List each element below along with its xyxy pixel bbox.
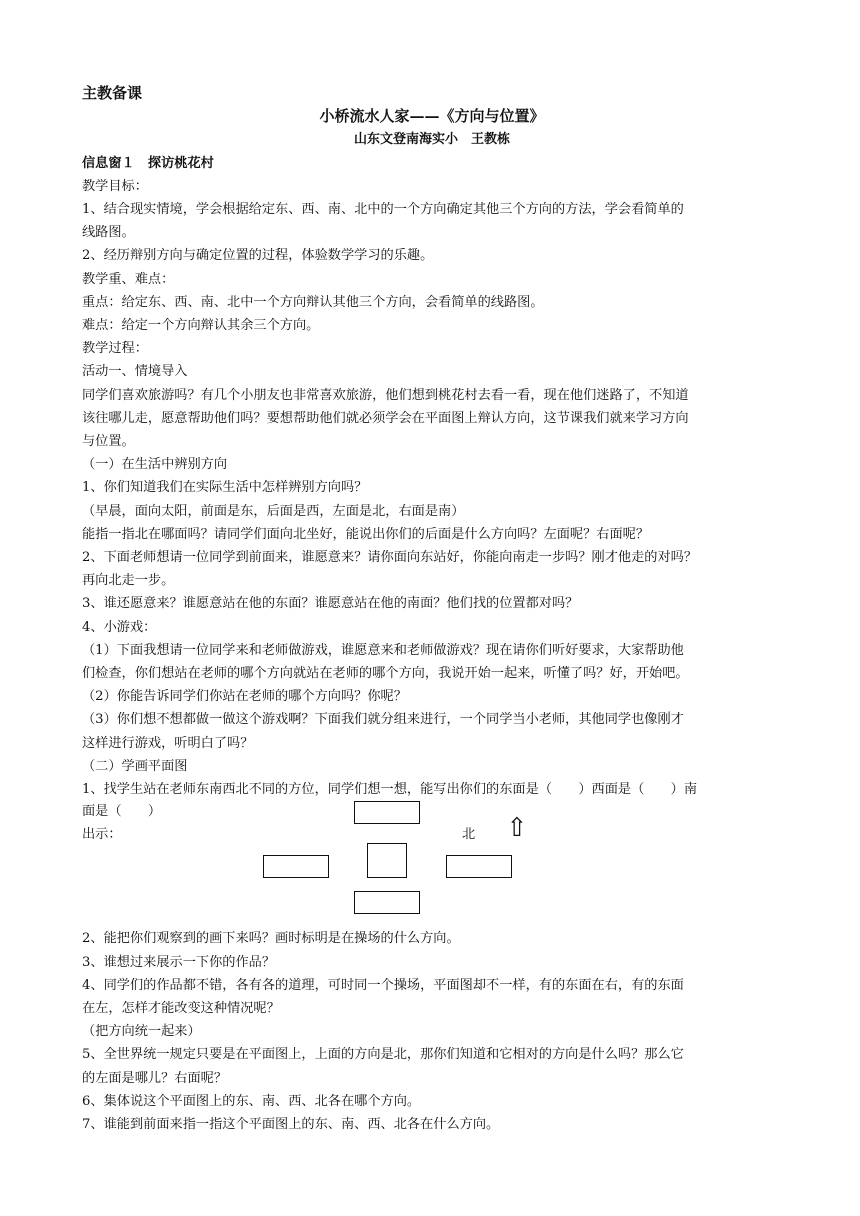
text-line: 难点：给定一个方向辩认其余三个方向。 [82,318,320,334]
text-line: 教学重、难点： [82,271,175,287]
text-line: （早晨，面向太阳，前面是东，后面是西，左面是北，右面是南） [82,503,465,519]
text-line: 4、小游戏： [82,619,157,635]
text-line: 与位置。 [82,434,135,450]
text-line: （1）下面我想请一位同学来和老师做游戏，谁愿意来和老师做游戏？现在请你们听好要求，大家帮助他 [82,642,684,658]
text-line: 5、全世界统一规定只要是在平面图上，上面的方向是北，那你们知道和它相对的方向是什么吗？那么它 [82,1047,684,1063]
text-line: 重点：给定东、西、南、北中一个方向辩认其他三个方向，会看简单的线路图。 [82,294,544,310]
box-center [367,843,407,878]
box-south [354,891,420,914]
text-line: 教学目标： [82,178,148,194]
position-diagram [82,801,782,927]
text-line: 在左，怎样才能改变这种情况呢？ [82,1000,280,1016]
north-arrow-icon: ⇧ [506,813,528,844]
text-line: 3、谁想过来展示一下你的作品？ [82,954,276,970]
show-label: 出示： [82,827,122,843]
text-line: 活动一、情境导入 [82,364,188,380]
text-line: 3、谁还愿意来？谁愿意站在他的东面？谁愿意站在他的南面？他们找的位置都对吗？ [82,596,579,612]
text-line: 1、找学生站在老师东南西北不同的方位，同学们想一想，能写出你们的东面是（ ）西面是（ ）南 [82,782,698,798]
body-text-a [82,175,782,801]
text-line: （2）你能告诉同学们你站在老师的哪个方向吗？你呢？ [82,689,407,705]
box-east [446,855,512,878]
text-line: 4、同学们的作品都不错，各有各的道理，可时同一个操场，平面图却不一样，有的东面在右，有的东面 [82,977,684,993]
lesson-title: 小桥流水人家——《方向与位置》 [319,107,545,126]
text-line: 1、结合现实情境，学会根据给定东、西、南、北中的一个方向确定其他三个方向的方法，学会看简单的 [82,202,684,218]
diagram-line-before: 面是（ ） [82,804,162,820]
text-line: （二）学画平面图 [82,758,188,774]
text-line: 再向北走一步。 [82,573,175,589]
box-north [354,801,420,824]
page-label: 主教备课 [82,84,143,102]
north-label: 北 [462,827,476,843]
text-line: 同学们喜欢旅游吗？有几个小朋友也非常喜欢旅游，他们想到桃花村去看一看，现在他们迷路了，不知道 [82,387,689,403]
text-line: 的左面是哪儿？右面呢？ [82,1070,228,1086]
box-west [263,855,329,878]
author-line: 山东文登南海实小 王教栋 [353,132,510,148]
document-page [82,82,782,1136]
text-line: （把方向统一起来） [82,1024,201,1040]
text-line: 6、集体说这个平面图上的东、南、西、北各在哪个方向。 [82,1093,421,1109]
text-line: 们检查，你们想站在老师的哪个方向就站在老师的哪个方向，我说开始一起来，听懂了吗？好，开始吧。 [82,666,689,682]
text-line: 1、你们知道我们在实际生活中怎样辨别方向吗？ [82,480,368,496]
text-line: 2、经历辩别方向与确定位置的过程，体验数学学习的乐趣。 [82,248,434,264]
text-line: 该往哪儿走，愿意帮助他们吗？要想帮助他们就必须学会在平面图上辩认方向，这节课我们就来学习方向 [82,410,689,426]
text-line: （一）在生活中辨别方向 [82,457,228,473]
text-line: 线路图。 [82,225,135,241]
text-line: 能指一指北在哪面吗？请同学们面向北坐好，能说出你们的后面是什么方向吗？左面呢？右面呢？ [82,526,650,542]
text-line: 教学过程： [82,341,148,357]
text-line: 2、能把你们观察到的画下来吗？画时标明是在操场的什么方向。 [82,931,460,947]
text-line: 2、下面老师想请一位同学到前面来，谁愿意来？请你面向东站好，你能向南走一步吗？刚才他走的对吗？ [82,550,698,566]
text-line: 7、谁能到前面来指一指这个平面图上的东、南、西、北各在什么方向。 [82,1116,500,1132]
body-text-b [82,927,782,1136]
text-line: 这样进行游戏，听明白了吗？ [82,735,254,751]
section-title: 信息窗１ 探访桃花村 [82,155,214,171]
text-line: （3）你们想不想都做一做这个游戏啊？下面我们就分组来进行，一个同学当小老师，其他同学也像刚才 [82,712,684,728]
